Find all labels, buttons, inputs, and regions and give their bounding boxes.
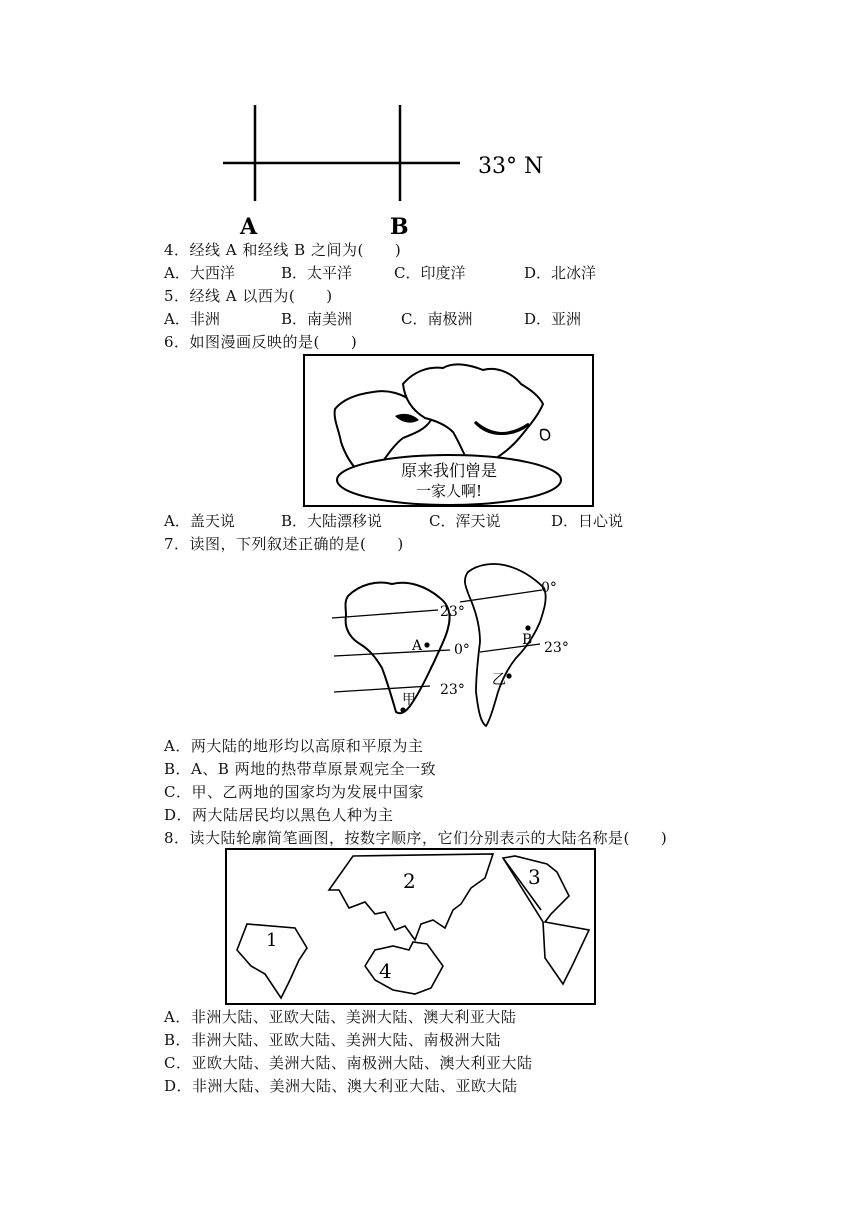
q6-option-d[interactable]: D．日心说 [551,512,624,530]
africa-lat-top: 23° [440,604,465,620]
q5-option-b[interactable]: B．南美洲 [281,310,353,328]
point-jia-label: 甲 [402,692,416,708]
meridian-b-label: B [390,214,409,240]
bubble-text-line2: 一家人啊! [415,482,483,500]
point-a-label: A [412,638,423,654]
q8-option-c[interactable]: C．亚欧大陆、美洲大陆、南极洲大陆、澳大利亚大陆 [164,1054,533,1072]
q8-option-d[interactable]: D．非洲大陆、美洲大陆、澳大利亚大陆、亚欧大陆 [164,1077,518,1095]
q5-option-a[interactable]: A．非洲 [164,310,220,328]
latitude-label: 33° N [478,154,544,179]
continental-drift-cartoon [303,354,595,508]
shape-label-1: 1 [266,930,278,951]
q6-option-a[interactable]: A．盖天说 [164,512,235,530]
samerica-lat-top: 0° [541,580,557,596]
question-6-stem: 6．如图漫画反映的是( ) [164,333,358,351]
question-8-stem: 8．读大陆轮廓简笔画图，按数字顺序，它们分别表示的大陆名称是( ) [164,829,668,847]
samerica-lat-mid: 23° [544,640,569,656]
q5-option-c[interactable]: C．南极洲 [401,310,473,328]
q6-option-b[interactable]: B．大陆漂移说 [281,512,383,530]
shape-label-3: 3 [528,865,541,889]
point-yi-label: 乙 [492,672,506,688]
q4-option-d[interactable]: D．北冰洋 [524,264,597,282]
question-4-stem: 4．经线 A 和经线 B 之间为( ) [164,241,402,259]
q7-option-d[interactable]: D．两大陆居民均以黑色人种为主 [164,806,394,824]
q8-option-b[interactable]: B．非洲大陆、亚欧大陆、美洲大陆、南极洲大陆 [164,1031,502,1049]
meridian-figure [215,105,565,240]
q7-option-b[interactable]: B．A、B 两地的热带草原景观完全一致 [164,760,437,778]
shape-label-4: 4 [379,959,392,983]
q5-option-d[interactable]: D．亚洲 [524,310,582,328]
q4-option-c[interactable]: C．印度洋 [394,264,466,282]
question-5-stem: 5．经线 A 以西为( ) [164,287,333,305]
q8-option-a[interactable]: A．非洲大陆、亚欧大陆、美洲大陆、澳大利亚大陆 [164,1008,517,1026]
africa-lat-mid: 0° [454,642,470,658]
africa-south-america-map [330,558,580,730]
question-7-stem: 7．读图，下列叙述正确的是( ) [164,535,404,553]
q4-option-a[interactable]: A．大西洋 [164,264,235,282]
africa-lat-bot: 23° [440,682,465,698]
question-6-options [164,511,623,531]
point-b-label: B [522,632,533,648]
bubble-text-line1: 原来我们曾是 [400,461,498,480]
q7-option-a[interactable]: A．两大陆的地形均以高原和平原为主 [164,737,424,755]
q4-option-b[interactable]: B．太平洋 [281,264,353,282]
q7-option-c[interactable]: C．甲、乙两地的国家均为发展中国家 [164,783,424,801]
question-4-options [164,263,596,283]
q6-option-c[interactable]: C．浑天说 [429,512,501,530]
meridian-a-label: A [240,214,258,240]
shape-label-2: 2 [403,869,416,893]
continent-outline-figure [225,848,597,1006]
question-5-options [164,309,581,329]
